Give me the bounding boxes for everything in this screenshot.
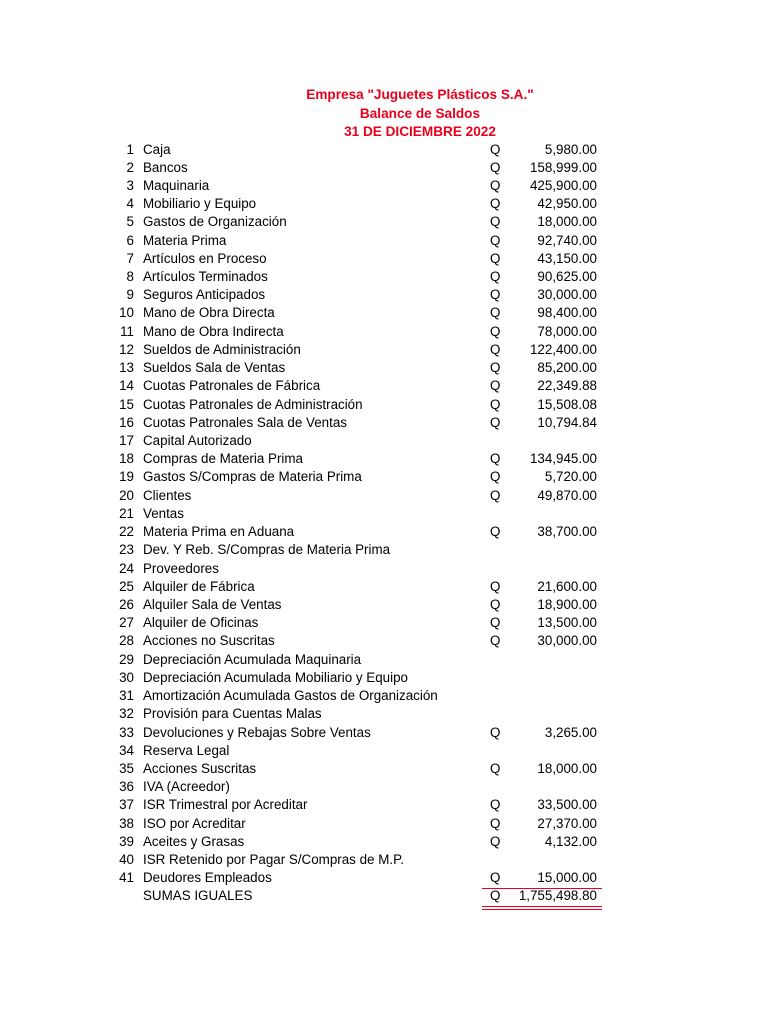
account-amount: 33,500.00 [537,797,597,813]
currency-symbol: Q [490,469,501,485]
account-row [0,578,768,596]
account-amount: 134,945.00 [529,451,597,467]
account-number: 11 [120,323,134,339]
account-row [0,651,768,669]
account-name: Caja [143,141,171,157]
account-name: Cuotas Patronales de Fábrica [143,378,321,394]
account-name: Compras de Materia Prima [143,451,303,467]
account-row [0,286,768,304]
account-row [0,213,768,231]
account-number: 4 [126,196,134,212]
account-name: Reserva Legal [143,742,230,758]
account-row [0,778,768,796]
account-number: 8 [126,269,134,285]
account-number: 34 [119,742,134,758]
account-name: Mano de Obra Indirecta [143,323,284,339]
account-row [0,523,768,541]
account-number: 22 [119,524,134,540]
account-row [0,541,768,559]
account-row [0,724,768,742]
total-row [0,887,768,905]
currency-symbol: Q [490,487,501,503]
account-row [0,505,768,523]
account-amount: 18,000.00 [537,214,597,230]
account-amount: 21,600.00 [537,578,597,594]
account-row [0,323,768,341]
account-name: Acciones Suscritas [143,760,257,776]
account-amount: 85,200.00 [537,360,597,376]
account-amount: 22,349.88 [537,378,597,394]
account-name: Materia Prima [143,232,227,248]
account-name: ISO por Acreditar [143,815,246,831]
account-name: Sueldos Sala de Ventas [143,360,286,376]
account-name: Sueldos de Administración [143,341,301,357]
account-name: Gastos de Organización [143,214,287,230]
account-row [0,851,768,869]
account-amount: 38,700.00 [537,524,597,540]
currency-symbol: Q [490,414,501,430]
account-row [0,414,768,432]
total-double-underline-bottom [482,909,602,910]
account-name: Cuotas Patronales de Administración [143,396,363,412]
account-name: Amortización Acumulada Gastos de Organización [143,688,438,704]
account-name: IVA (Acreedor) [143,779,230,795]
account-number: 2 [126,159,134,175]
account-name: Acciones no Suscritas [143,633,275,649]
currency-symbol: Q [490,250,501,266]
account-amount: 5,720.00 [544,469,597,485]
account-name: Devoluciones y Rebajas Sobre Ventas [143,724,371,740]
account-amount: 18,000.00 [537,760,597,776]
account-row [0,669,768,687]
account-name: Deudores Empleados [143,870,272,886]
account-row [0,833,768,851]
account-number: 6 [126,232,134,248]
currency-symbol: Q [490,451,501,467]
account-amount: 42,950.00 [537,196,597,212]
account-amount: 78,000.00 [537,323,597,339]
account-number: 15 [119,396,134,412]
currency-symbol: Q [490,269,501,285]
total-currency-symbol: Q [490,888,501,904]
account-name: Mobiliario y Equipo [143,196,257,212]
account-amount: 18,900.00 [537,596,597,612]
currency-symbol: Q [490,633,501,649]
account-number: 17 [119,433,134,448]
account-name: Proveedores [143,560,219,576]
account-number: 10 [119,305,134,321]
currency-symbol: Q [490,341,501,357]
account-name: Alquiler de Fábrica [143,578,255,594]
account-number: 24 [119,560,134,576]
currency-symbol: Q [490,797,501,813]
currency-symbol: Q [490,378,501,394]
total-label: SUMAS IGUALES [143,888,253,904]
account-number: 27 [119,615,134,631]
account-name: ISR Retenido por Pagar S/Compras de M.P. [143,852,404,868]
account-number: 32 [119,706,134,722]
account-row [0,487,768,505]
account-amount: 92,740.00 [537,232,597,248]
account-number: 28 [119,633,134,649]
account-amount: 158,999.00 [529,159,597,175]
total-double-underline-top [482,906,602,907]
account-row [0,468,768,486]
account-name: Cuotas Patronales Sala de Ventas [143,414,347,430]
account-number: 30 [119,669,134,685]
account-name: Gastos S/Compras de Materia Prima [143,469,362,485]
total-amount: 1,755,498.80 [518,888,597,904]
account-amount: 30,000.00 [537,287,597,303]
account-amount: 49,870.00 [537,487,597,503]
currency-symbol: Q [490,833,501,849]
currency-symbol: Q [490,141,501,157]
currency-symbol: Q [490,396,501,412]
account-amount: 10,794.84 [537,414,597,430]
account-row [0,268,768,286]
currency-symbol: Q [490,159,501,175]
account-number: 5 [126,214,134,230]
account-row [0,796,768,814]
currency-symbol: Q [490,360,501,376]
account-row [0,141,768,159]
account-name: Mano de Obra Directa [143,305,275,321]
currency-symbol: Q [490,615,501,631]
account-row [0,614,768,632]
account-name: Maquinaria [143,177,210,193]
account-name: Bancos [143,159,188,175]
currency-symbol: Q [490,596,501,612]
account-row [0,377,768,395]
account-row [0,632,768,650]
account-number: 12 [119,341,134,357]
account-row [0,560,768,578]
account-name: Capital Autorizado [143,433,252,448]
account-number: 38 [119,815,134,831]
account-number: 26 [119,596,134,612]
account-number: 7 [126,250,134,266]
account-row [0,232,768,250]
currency-symbol: Q [490,815,501,831]
account-number: 37 [119,797,134,813]
account-amount: 122,400.00 [529,341,597,357]
account-number: 36 [119,779,134,795]
account-row [0,596,768,614]
document-date: 31 DE DICIEMBRE 2022 [344,124,496,139]
account-number: 1 [126,141,134,157]
company-name: Empresa "Juguetes Plásticos S.A." [306,87,534,102]
currency-symbol: Q [490,305,501,321]
account-row [0,159,768,177]
account-name: Depreciación Acumulada Mobiliario y Equipo [143,669,408,685]
currency-symbol: Q [490,870,501,886]
account-number: 13 [119,360,134,376]
account-row [0,195,768,213]
account-number: 25 [119,578,134,594]
account-row [0,341,768,359]
account-amount: 43,150.00 [537,250,597,266]
account-amount: 13,500.00 [537,615,597,631]
account-row [0,705,768,723]
account-row [0,687,768,705]
account-number: 29 [119,651,134,667]
account-name: Aceites y Grasas [143,833,245,849]
account-name: Alquiler Sala de Ventas [143,596,282,612]
account-amount: 90,625.00 [537,269,597,285]
account-amount: 27,370.00 [537,815,597,831]
currency-symbol: Q [490,323,501,339]
currency-symbol: Q [490,177,501,193]
account-amount: 425,900.00 [529,177,597,193]
account-number: 9 [126,287,134,303]
account-name: Alquiler de Oficinas [143,615,259,631]
account-name: Provisión para Cuentas Malas [143,706,322,722]
account-number: 35 [119,760,134,776]
currency-symbol: Q [490,578,501,594]
account-amount: 30,000.00 [537,633,597,649]
currency-symbol: Q [490,760,501,776]
account-number: 23 [119,542,134,558]
accounts-table [0,141,768,906]
account-amount: 4,132.00 [544,833,597,849]
account-name: Artículos en Proceso [143,250,267,266]
currency-symbol: Q [490,287,501,303]
account-row [0,450,768,468]
currency-symbol: Q [490,724,501,740]
account-row [0,396,768,414]
account-amount: 5,980.00 [544,141,597,157]
account-number: 33 [119,724,134,740]
account-number: 3 [126,177,134,193]
account-row [0,177,768,195]
currency-symbol: Q [490,232,501,248]
currency-symbol: Q [490,214,501,230]
account-amount: 15,508.08 [537,396,597,412]
account-row [0,760,768,778]
account-number: 19 [119,469,134,485]
document-title: Balance de Saldos [359,105,481,121]
account-name: ISR Trimestral por Acreditar [143,797,308,813]
account-row [0,359,768,377]
account-number: 41 [119,870,134,886]
account-number: 40 [119,852,134,868]
account-number: 14 [119,378,134,394]
account-amount: 15,000.00 [537,870,597,886]
account-amount: 98,400.00 [537,305,597,321]
total-separator-line [482,888,602,889]
account-row [0,742,768,760]
account-name: Materia Prima en Aduana [143,524,295,540]
account-number: 20 [119,487,134,503]
account-name: Artículos Terminados [143,269,268,285]
account-name: Clientes [143,487,192,503]
account-number: 39 [119,833,134,849]
account-name: Dev. Y Reb. S/Compras de Materia Prima [143,542,391,558]
account-name: Depreciación Acumulada Maquinaria [143,651,362,667]
account-row [0,432,768,450]
account-number: 21 [119,505,134,521]
account-row [0,304,768,322]
account-number: 16 [119,414,134,430]
account-row [0,869,768,887]
currency-symbol: Q [490,196,501,212]
account-row [0,815,768,833]
account-number: 31 [119,688,134,704]
account-name: Ventas [143,505,184,521]
currency-symbol: Q [490,524,501,540]
account-name: Seguros Anticipados [143,287,266,303]
account-number: 18 [119,451,134,467]
account-row [0,250,768,268]
account-amount: 3,265.00 [544,724,597,740]
